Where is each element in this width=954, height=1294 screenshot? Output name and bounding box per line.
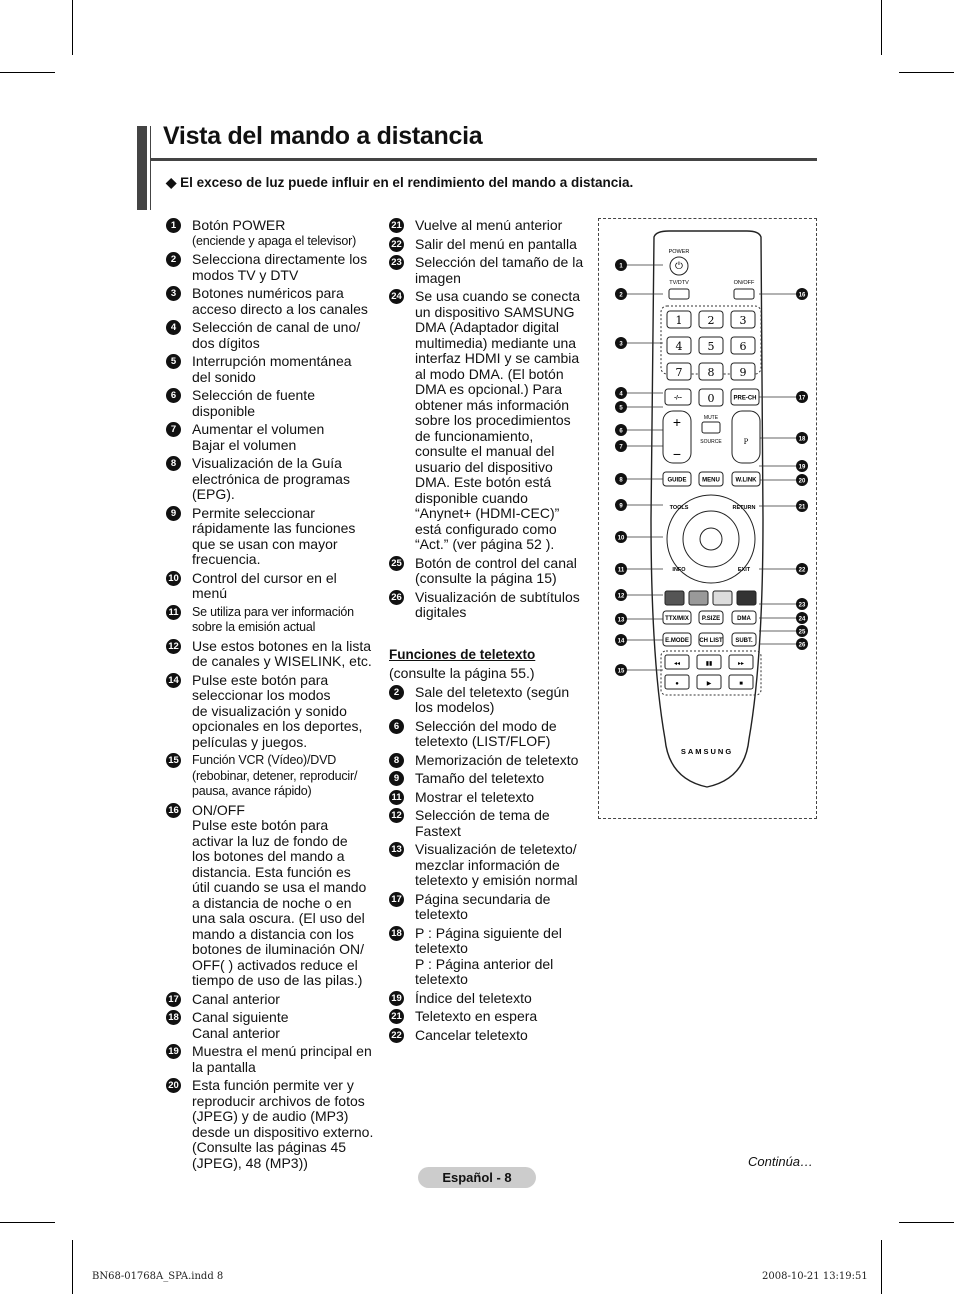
item-text-line: imagen (415, 269, 461, 286)
list-item (389, 255, 594, 286)
item-text-line: DMA es opcional.) Para (415, 381, 563, 397)
item-number-badge: 12 (389, 808, 404, 823)
item-text-line: una sala oscura. (El uso del (192, 910, 365, 926)
item-number-badge: 9 (166, 506, 181, 521)
item-text-line: Control del cursor en el (192, 569, 337, 586)
channel-p-label: P (743, 438, 749, 446)
crop-mark (72, 0, 73, 55)
list-item (166, 354, 376, 385)
item-text-line: mando a distancia con los (192, 925, 354, 942)
mute-button[interactable] (702, 422, 720, 433)
item-number-badge: 1 (166, 218, 181, 233)
item-number-badge: 17 (166, 992, 181, 1007)
item-text-line: Aumentar el volumen (192, 421, 325, 437)
item-number-badge: 7 (166, 422, 181, 437)
title-accent-gap (147, 126, 150, 210)
item-text-line: Índice del teletexto (415, 989, 532, 1006)
crop-mark (72, 1240, 73, 1294)
list-item (389, 790, 594, 806)
dash-button-label: -/-- (674, 395, 682, 402)
item-text-line: teletexto (415, 971, 468, 987)
item-text-line: menú (192, 585, 228, 601)
color-button-blue[interactable] (737, 591, 756, 605)
item-text-line: al modo DMA. (El botón (415, 365, 564, 382)
item-number-badge: 22 (389, 1028, 404, 1043)
channel-rocker[interactable] (732, 411, 760, 463)
item-text-line: la pantalla (192, 1058, 256, 1075)
item-small-line: sobre la emisión actual (192, 620, 316, 634)
crop-mark (881, 1240, 882, 1294)
volume-down-icon: − (672, 446, 682, 462)
item-number-badge: 18 (389, 926, 404, 941)
teletext-heading: Funciones de teletexto (389, 646, 536, 662)
item-text-line: de canales y WISELINK, etc. (192, 653, 372, 669)
item-text-line: ON/OFF (192, 801, 245, 818)
digit-label: 4 (675, 340, 683, 353)
chlist-button-label: CH LIST (699, 638, 723, 644)
item-text-line: reproducir archivos de fotos (192, 1092, 365, 1109)
vcr-icon: ▸▸ (737, 661, 745, 667)
list-item (389, 1028, 594, 1044)
callout-number: 9 (619, 503, 623, 510)
item-number-badge: 2 (389, 685, 404, 700)
item-text-line: Visualización de teletexto/ (415, 841, 577, 857)
item-text-line: DMA. Este botón está (415, 474, 552, 490)
callout-number: 19 (798, 464, 806, 471)
item-text-line: (EPG). (192, 486, 235, 502)
list-item (166, 571, 376, 602)
list-item (389, 556, 594, 587)
callout-number: 21 (798, 504, 806, 511)
list-item (389, 808, 594, 839)
list-item (166, 1010, 376, 1041)
prech-button-label: PRE-CH (733, 395, 757, 402)
item-text-line: multimedia) mediante una (415, 334, 577, 351)
teletext-ref: (consulte la página 55.) (389, 665, 535, 681)
callout-number: 12 (617, 593, 625, 600)
callout-number: 4 (619, 391, 623, 398)
item-text-line: Selección de canal de uno/ (192, 319, 361, 335)
brand-logo: SAMSUNG (680, 747, 734, 756)
item-text-line: usuario del dispositivo (415, 458, 553, 475)
item-number-badge: 11 (166, 605, 181, 620)
item-text-line: Botón POWER (192, 217, 286, 233)
item-text-line: activar la luz de fondo de (192, 832, 348, 849)
list-item (389, 218, 594, 234)
callout-number: 22 (798, 567, 806, 574)
item-text-line: Memorización de teletexto (415, 751, 579, 768)
item-text-line: Selección del modo de (415, 717, 557, 734)
list-item (389, 842, 594, 889)
item-text-line: Pulse este botón para (192, 817, 329, 833)
crop-mark (899, 72, 954, 73)
list-item (166, 252, 376, 283)
wlink-button-label: W.LINK (735, 477, 757, 484)
list-item (389, 991, 594, 1007)
page-title: Vista del mando a distancia (163, 122, 483, 150)
list-item (166, 753, 376, 800)
list-item (389, 685, 594, 716)
item-small-line: pausa, avance rápido) (192, 784, 312, 798)
list-item (166, 673, 376, 751)
onoff-label: ON/OFF (733, 280, 755, 286)
item-text-line: opcionales en los deportes, (192, 718, 363, 734)
item-number-badge: 19 (166, 1044, 181, 1059)
vcr-icon: ◂◂ (673, 661, 681, 667)
item-text-line: Teletexto en espera (415, 1008, 538, 1024)
item-text-line: los botones del mando a (192, 848, 345, 864)
callout-number: 17 (798, 395, 806, 402)
item-text-line: mezclar información de (415, 856, 560, 873)
item-small-line: (enciende y apaga el televisor) (192, 233, 357, 248)
item-text-line: botones de iluminación ON/ (192, 941, 364, 957)
psize-button-label: P.SIZE (701, 616, 721, 622)
list-item (389, 926, 594, 988)
item-text-line: teletexto y emisión normal (415, 872, 578, 888)
mute-label: MUTE (703, 415, 719, 421)
power-icon[interactable]: ⏻ (675, 261, 683, 272)
item-text-line: disponible cuando (415, 489, 528, 506)
item-text-line: Botón de control del canal (415, 554, 577, 571)
exit-label[interactable]: EXIT (737, 567, 751, 573)
enter-button[interactable] (700, 528, 722, 550)
item-number-badge: 24 (389, 289, 404, 304)
item-text-line: los modelos) (415, 699, 495, 715)
item-number-badge: 6 (389, 719, 404, 734)
list-item (166, 1044, 376, 1075)
list-item (166, 456, 376, 503)
list-item (166, 506, 376, 568)
item-text-line: P : Página anterior del (415, 955, 554, 972)
slug-file: BN68-01768A_SPA.indd 8 (92, 1271, 224, 1282)
guide-button-label: GUIDE (667, 477, 687, 484)
item-text-line: Salir del menú en pantalla (415, 235, 577, 252)
volume-up-icon: + (672, 414, 682, 430)
crop-mark (0, 72, 55, 73)
item-text-line: seleccionar los modos (192, 687, 331, 703)
crop-mark (899, 1222, 954, 1223)
item-number-badge: 10 (166, 571, 181, 586)
callout-number: 6 (619, 428, 623, 435)
callout-number: 5 (619, 405, 623, 412)
remote-illustration (599, 219, 816, 818)
item-number-badge: 21 (389, 1009, 404, 1024)
item-number-badge: 15 (166, 753, 181, 768)
callout-number: 2 (619, 292, 623, 299)
item-text-line: consulte el manual del (415, 443, 555, 459)
item-number-badge: 5 (166, 354, 181, 369)
left-column (166, 218, 376, 1174)
item-text-line: está configurado como (415, 520, 557, 537)
item-text-line: (Consulte las páginas 45 (192, 1139, 347, 1155)
item-text-line: digitales (415, 604, 467, 620)
list-item (166, 218, 376, 249)
item-text-line: Canal anterior (192, 1024, 280, 1041)
list-item (389, 892, 594, 923)
list-item (389, 771, 594, 787)
item-text-line: Cancelar teletexto (415, 1026, 528, 1043)
digit-label: 3 (739, 314, 747, 327)
item-number-badge: 13 (389, 842, 404, 857)
callout-number: 18 (798, 436, 806, 443)
callout-number: 14 (617, 638, 625, 645)
item-text-line: Canal anterior (192, 990, 280, 1007)
source-label: SOURCE (700, 439, 722, 445)
item-number-badge: 16 (166, 803, 181, 818)
item-text-line: rápidamente las funciones (192, 520, 356, 536)
item-number-badge: 2 (166, 252, 181, 267)
callout-number: 25 (798, 629, 806, 636)
item-number-badge: 23 (389, 255, 404, 270)
item-number-badge: 21 (389, 218, 404, 233)
page-number-badge: Español - 8 (418, 1167, 536, 1188)
item-text-line: Use estos botones en la lista (192, 637, 371, 654)
item-number-badge: 18 (166, 1010, 181, 1025)
item-text-line: OFF( ) activados reduce el (192, 956, 358, 973)
item-text-line: Vuelve al menú anterior (415, 217, 563, 233)
item-number-badge: 26 (389, 590, 404, 605)
list-item (389, 753, 594, 769)
list-item (389, 1009, 594, 1025)
vcr-icon: ● (675, 681, 679, 687)
info-label[interactable]: INFO (672, 567, 686, 573)
color-button-green[interactable] (689, 591, 708, 605)
item-text-line: Selección de fuente (192, 387, 315, 403)
item-small-line: Función VCR (Vídeo)/DVD (192, 753, 337, 767)
item-number-badge: 12 (166, 639, 181, 654)
item-text-line: modos TV y DTV (192, 266, 299, 283)
item-number-badge: 4 (166, 320, 181, 335)
item-text-line: Visualización de subtítulos (415, 588, 580, 605)
item-number-badge: 9 (389, 771, 404, 786)
tvdtv-button[interactable] (669, 289, 689, 299)
item-text-line: de visualización y sonido (192, 702, 347, 719)
item-text-line: Selecciona directamente los (192, 251, 368, 267)
callout-number: 8 (619, 477, 623, 484)
item-text-line: “Anynet+ (HDMI-CEC)” (415, 505, 560, 521)
list-item (389, 590, 594, 621)
item-text-line: Esta función permite ver y (192, 1077, 354, 1093)
item-text-line: películas y juegos. (192, 733, 308, 750)
item-number-badge: 25 (389, 556, 404, 571)
item-text-line: a distancia de noche o en (192, 894, 352, 911)
item-number-badge: 8 (166, 456, 181, 471)
crop-mark (881, 0, 882, 55)
emode-button-label: E.MODE (665, 638, 689, 644)
item-text-line: de funcionamiento, (415, 427, 534, 444)
list-item (166, 422, 376, 453)
ttxmix-button-label: TTX/MIX (665, 616, 689, 622)
right-column (389, 218, 594, 1046)
item-text-line: teletexto (415, 906, 468, 922)
list-item (389, 237, 594, 253)
digit-label: 6 (739, 340, 747, 353)
note: ◆ El exceso de luz puede influir en el rendimiento del mando a distancia. (166, 175, 634, 190)
callout-number: 7 (619, 444, 623, 451)
callout-number: 16 (798, 292, 806, 299)
item-number-badge: 11 (389, 790, 404, 805)
callout-number: 11 (617, 567, 625, 574)
callout-number: 3 (619, 341, 623, 348)
callout-number: 10 (617, 535, 625, 542)
item-text-line: electrónica de programas (192, 470, 350, 487)
item-text-line: Canal siguiente (192, 1009, 289, 1025)
item-text-line: Visualización de la Guía (192, 455, 342, 471)
continua-text: Continúa… (748, 1154, 814, 1169)
list-item (166, 320, 376, 351)
item-text-line: Mostrar el teletexto (415, 788, 535, 805)
remote-illustration-frame (598, 218, 817, 819)
item-text-line: (consulte la página 15) (415, 570, 557, 586)
item-number-badge: 6 (166, 388, 181, 403)
list-item (166, 992, 376, 1008)
menu-button-label: MENU (702, 477, 720, 484)
item-text-line: sobre los procedimientos (415, 412, 571, 428)
digit-label: 0 (707, 392, 715, 405)
item-small-line: (rebobinar, detener, reproducir/ (192, 768, 358, 783)
title-rule (151, 158, 817, 161)
item-text-line: Botones numéricos para (192, 285, 344, 301)
callout-number: 24 (798, 616, 806, 623)
tools-label[interactable]: TOOLS (669, 505, 689, 511)
item-text-line: tiempo de uso de las pilas.) (192, 972, 363, 988)
item-number-badge: 20 (166, 1078, 181, 1093)
callout-number: 13 (617, 617, 625, 624)
item-text-line: Página secundaria de (415, 890, 551, 907)
item-number-badge: 8 (389, 753, 404, 768)
list-item (166, 388, 376, 419)
digit-label: 1 (675, 314, 683, 327)
item-text-line: disponible (192, 402, 256, 419)
item-text-line: frecuencia. (192, 551, 261, 567)
vcr-icon: ▶ (706, 681, 712, 687)
item-text-line: Interrupción momentánea (192, 353, 352, 369)
item-number-badge: 14 (166, 673, 181, 688)
item-text-line: Se usa cuando se conecta (415, 288, 581, 304)
item-text-line: interfaz HDMI y se cambia (415, 350, 580, 366)
return-label[interactable]: RETURN (732, 505, 756, 511)
crop-mark (0, 1222, 55, 1223)
item-text-line: un dispositivo SAMSUNG (415, 303, 575, 320)
item-text-line: que se usan con mayor (192, 535, 338, 552)
item-text-line: Muestra el menú principal en (192, 1043, 372, 1059)
list-item (389, 289, 594, 553)
item-text-line: teletexto (LIST/FLOF) (415, 733, 551, 749)
item-text-line: desde un dispositivo externo. (192, 1123, 374, 1140)
callout-number: 15 (617, 668, 625, 675)
item-text-line: acceso directo a los canales (192, 300, 368, 317)
item-text-line: obtener más información (415, 396, 570, 413)
item-text-line: Bajar el volumen (192, 436, 297, 453)
item-text-line: P : Página siguiente del (415, 924, 562, 941)
item-text-line: (JPEG), 48 (MP3)) (192, 1154, 308, 1171)
list-item (166, 639, 376, 670)
item-text-line: Pulse este botón para (192, 671, 329, 688)
list-item (389, 719, 594, 750)
item-text-line: distancia. Esta función es (192, 863, 351, 880)
slug-date: 2008-10-21 13:19:51 (762, 1271, 868, 1282)
list-item (166, 1078, 376, 1171)
digit-label: 9 (739, 366, 747, 379)
tvdtv-label: TV/DTV (669, 280, 689, 286)
item-text-line: DMA (Adaptador digital (415, 319, 559, 335)
item-text-line: Selección del tamaño de la (415, 254, 584, 270)
item-text-line: teletexto (415, 940, 468, 956)
item-text-line: “Act.” (ver página 52 ). (415, 536, 555, 552)
item-text-line: Permite seleccionar (192, 504, 315, 521)
callout-number: 23 (798, 602, 806, 609)
item-number-badge: 17 (389, 892, 404, 907)
item-text-line: Sale del teletexto (según (415, 683, 570, 700)
subt-button-label: SUBT. (735, 638, 753, 644)
item-text-line: Selección de tema de (415, 807, 550, 823)
list-item (166, 605, 376, 636)
color-button-yellow[interactable] (713, 591, 732, 605)
item-text-line: útil cuando se usa el mando (192, 879, 367, 895)
callout-number: 20 (798, 478, 806, 485)
list-item (166, 286, 376, 317)
callout-number: 26 (798, 642, 806, 649)
item-number-badge: 22 (389, 237, 404, 252)
item-number-badge: 19 (389, 991, 404, 1006)
dma-button-label: DMA (737, 616, 751, 622)
onoff-light-button[interactable] (734, 289, 754, 299)
callout-number: 1 (619, 263, 623, 270)
item-number-badge: 3 (166, 286, 181, 301)
digit-label: 5 (707, 340, 715, 353)
item-small-line: Se utiliza para ver información (192, 604, 354, 619)
item-text-line: dos dígitos (192, 334, 260, 351)
digit-label: 8 (707, 366, 715, 379)
item-text-line: (JPEG) y de audio (MP3) (192, 1108, 349, 1124)
item-text-line: Fastext (415, 822, 461, 839)
color-button-red[interactable] (665, 591, 684, 605)
digit-label: 2 (707, 314, 715, 327)
item-text-line: del sonido (192, 368, 256, 385)
list-item (166, 803, 376, 989)
digit-label: 7 (675, 366, 683, 379)
vcr-icon: ▮▮ (705, 661, 713, 667)
power-label: POWER (668, 249, 690, 255)
vcr-icon: ■ (739, 681, 743, 687)
item-text-line: Tamaño del teletexto (415, 770, 545, 786)
